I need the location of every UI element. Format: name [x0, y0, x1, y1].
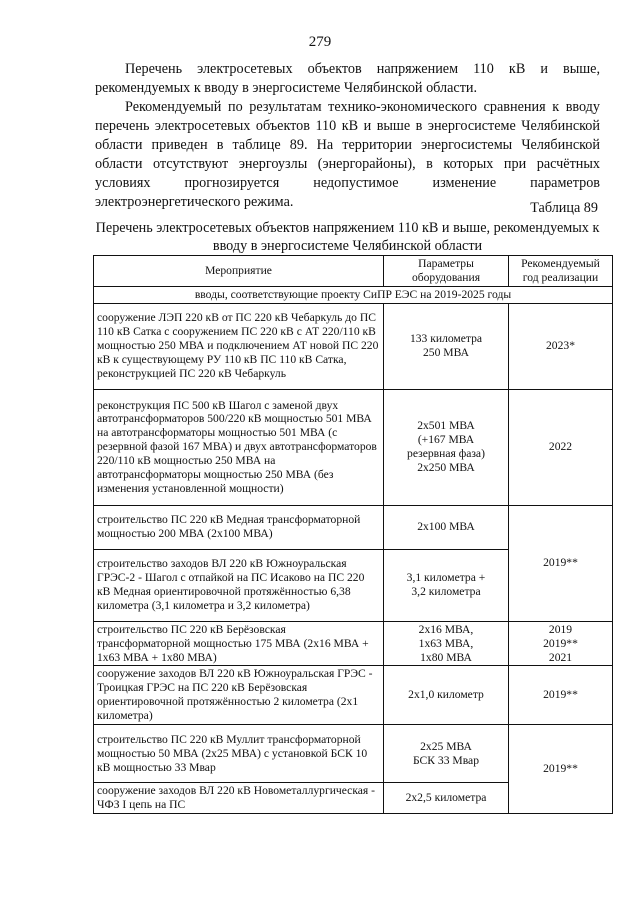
- year-cell: 2019**: [509, 505, 613, 621]
- params-cell: 3,1 километра + 3,2 километра: [384, 549, 509, 621]
- intro-paragraph-2: Рекомендуемый по результатам технико-экономического сравнения к вводу перечень электросетевых объектов 110 кВ и выше в энергосистеме Челябинской области приведен в таблице 89. На территории энергосистемы Челябинской области отсутствуют энергоузлы (энергорайоны), в которых при расчётных условиях прогнозируется недопустимое изменение параметров электроэнергетического режима.: [95, 99, 600, 210]
- intro-paragraph-1: Перечень электросетевых объектов напряжением 110 кВ и выше, рекомендуемых к вводу в энергосистеме Челябинской области.: [95, 61, 600, 96]
- year-cell: 2019 2019** 2021: [509, 621, 613, 666]
- params-cell: 2x100 МВА: [384, 505, 509, 549]
- measure-cell: строительство ПС 220 кВ Медная трансформаторной мощностью 200 МВА (2x100 МВА): [94, 505, 384, 549]
- table-header-row: [94, 256, 613, 287]
- params-cell: 2x25 МВА БСК 33 Мвар: [384, 725, 509, 783]
- table-row: [94, 666, 613, 725]
- params-cell: 133 километра 250 МВА: [384, 303, 509, 389]
- year-cell: 2019**: [509, 666, 613, 725]
- table-row: [94, 505, 613, 549]
- intro-text: [95, 60, 600, 212]
- table-row: [94, 389, 613, 505]
- objects-table: [93, 255, 613, 814]
- year-cell: 2023*: [509, 303, 613, 389]
- measure-cell: строительство заходов ВЛ 220 кВ Южноуральская ГРЭС-2 - Шагол с отпайкой на ПС Исаково на ПС 220 кВ Медная ориентировочной протяжённостью 6,38 километра (3,1 километра и 3,2 километра): [94, 549, 384, 621]
- header-params: Параметры оборудования: [384, 256, 509, 287]
- table-title: Перечень электросетевых объектов напряжением 110 кВ и выше, рекомендуемых к вводу в энергосистеме Челябинской области: [95, 220, 600, 254]
- params-cell: 2x16 МВА, 1x63 МВА, 1x80 МВА: [384, 621, 509, 666]
- measure-cell: реконструкция ПС 500 кВ Шагол с заменой двух автотрансформаторов 500/220 кВ мощностью 501 МВА на автотрансформаторы мощностью 501 МВА (с резервной фазой 167 МВА) и двух автотрансформаторов 220/110 кВ мощностью 250 МВА на автотрансформаторы мощностью 250 МВА (без изменения установленной мощности): [94, 389, 384, 505]
- header-year: Рекомендуемый год реализации: [509, 256, 613, 287]
- measure-cell: сооружение ЛЭП 220 кВ от ПС 220 кВ Чебаркуль до ПС 110 кВ Сатка с сооружением ПС 220 кВ с АТ 220/110 кВ мощностью 250 МВА и подключением АТ новой ПС 220 кВ к существующему РУ 110 кВ ПС 110 кВ Сатка, реконструкцией ПС 220 кВ Чебаркуль: [94, 303, 384, 389]
- header-measure: Мероприятие: [94, 256, 384, 287]
- page-number: 279: [308, 34, 332, 50]
- params-cell: 2x1,0 километр: [384, 666, 509, 725]
- table-row: [94, 725, 613, 783]
- measure-cell: строительство ПС 220 кВ Берёзовская трансформаторной мощностью 175 МВА (2x16 МВА + 1x63 МВА + 1x80 МВА): [94, 621, 384, 666]
- year-cell: 2022: [509, 389, 613, 505]
- params-cell: 2x501 МВА (+167 МВА резервная фаза) 2x250 МВА: [384, 389, 509, 505]
- table-row: [94, 621, 613, 666]
- section-row: [94, 286, 613, 303]
- measure-cell: сооружение заходов ВЛ 220 кВ Новометаллургическая - ЧФЗ I цепь на ПС: [94, 783, 384, 814]
- table-label: Таблица 89: [530, 200, 598, 216]
- params-cell: 2x2,5 километра: [384, 783, 509, 814]
- measure-cell: строительство ПС 220 кВ Муллит трансформаторной мощностью 50 МВА (2x25 МВА) с установкой БСК 10 кВ мощностью 33 Мвар: [94, 725, 384, 783]
- year-cell: 2019**: [509, 725, 613, 814]
- table-row: [94, 303, 613, 389]
- measure-cell: сооружение заходов ВЛ 220 кВ Южноуральская ГРЭС - Троицкая ГРЭС на ПС 220 кВ Берёзовская ориентировочной протяжённостью 2 километра (2x1 километра): [94, 666, 384, 725]
- section-title: вводы, соответствующие проекту СиПР ЕЭС на 2019-2025 годы: [94, 286, 613, 303]
